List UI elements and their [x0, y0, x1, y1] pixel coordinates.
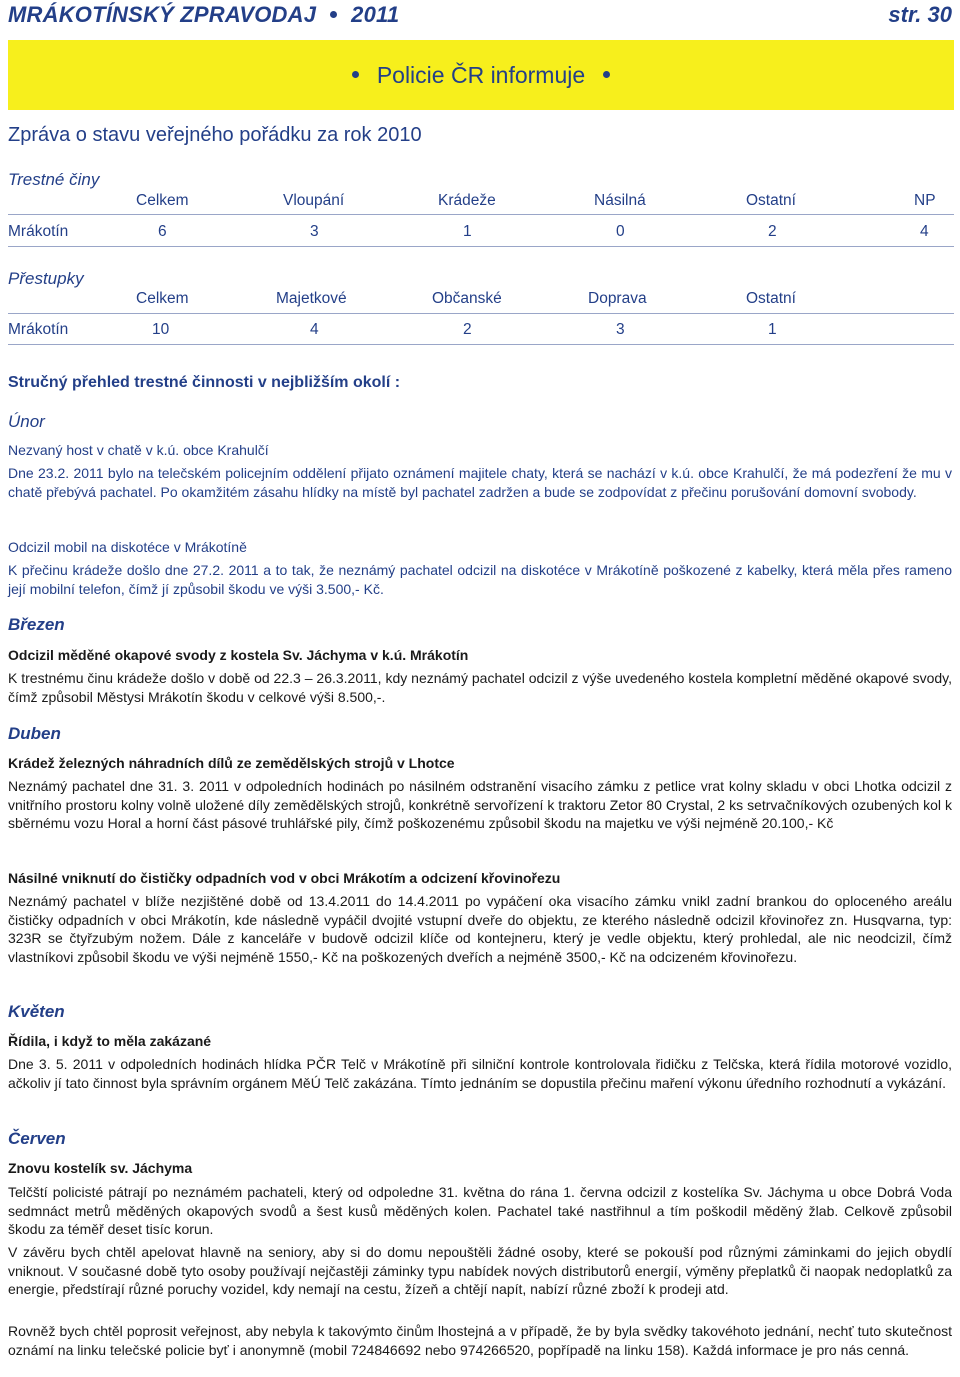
column-header: Celkem	[136, 192, 189, 209]
table-divider	[8, 313, 954, 314]
overview-title: Stručný přehled trestné činnosti v nejbližším okolí :	[8, 374, 401, 391]
column-header: Majetkové	[276, 290, 347, 307]
crimes-data-row	[8, 223, 954, 247]
table-divider	[8, 344, 954, 345]
column-header: Doprava	[588, 290, 647, 307]
case-text: K přečinu krádeže došlo dne 27.2. 2011 a to tak, že neznámý pachatel odcizil na diskotéce v Mrákotíně poškozené z kabelky, která měla přes rameno její mobilní telefon, čímž jí způsobil škodu ve výši 3.500,- Kč.	[8, 562, 952, 597]
column-header: Krádeže	[438, 192, 496, 209]
report-title: Zpráva o stavu veřejného pořádku za rok 2010	[8, 124, 422, 146]
offences-header-row	[8, 290, 954, 314]
column-header: NP	[914, 192, 936, 209]
column-header: Vloupání	[283, 192, 345, 209]
month-heading-jun: Červen	[8, 1129, 66, 1148]
table-cell: 4	[310, 321, 319, 338]
section-banner	[8, 40, 954, 110]
bullet-icon	[330, 11, 337, 18]
publication-header	[8, 2, 399, 28]
month-heading-apr: Duben	[8, 724, 61, 743]
banner-title: Policie ČR informuje	[376, 62, 586, 88]
appeal-paragraph: V závěru bych chtěl apelovat hlavně na seniory, aby si do domu nepouštěli žádné osoby, které se pokouší pod různými záminkami do jejich obydlí vniknout. V současné době tyto osoby používají nejčastěji záminky typu nabídek nových distributorů energií, výměny přeplatků či naopak nedoplatků za energie, předstírají různé poruchy vozidel, kdy nemají na cestu, žízeň a chtějí napít, nabízí různé zboží k prodeji atd.	[8, 1244, 952, 1297]
case-title: Odcizil mobil na diskotéce v Mrákotíně	[8, 539, 247, 555]
table-cell: 3	[616, 321, 625, 338]
case-title: Násilné vniknutí do čističky odpadních vod v obci Mrákotím a odcizení křovinořezu	[8, 870, 561, 886]
table-cell: 4	[920, 223, 929, 240]
bullet-icon	[603, 71, 610, 78]
month-heading-feb: Únor	[8, 412, 45, 431]
page-number: str. 30	[888, 2, 952, 27]
case-text: K trestnému činu krádeže došlo v době od 22.3 – 26.3.2011, kdy neznámý pachatel odcizil z výše uvedeného kostela kompletní měděné okapové svody, čímž způsobil Městysi Mrákotín škodu v celkové výši 8.500,-.	[8, 670, 952, 705]
case-title: Nezvaný host v chatě v k.ú. obce Krahulčí	[8, 442, 269, 458]
row-label: Mrákotín	[8, 223, 69, 240]
table-cell: 1	[463, 223, 472, 240]
table-cell: 6	[158, 223, 167, 240]
month-heading-mar: Březen	[8, 615, 65, 634]
table-cell: 2	[463, 321, 472, 338]
case-text: Neznámý pachatel dne 31. 3. 2011 v odpoledních hodinách po násilném odstranění visacího zámku z petlice vrat kolny skladu v obci Lhotka odcizil z vnitřního prostoru kolny volně uložené díly zemědělských strojů, konkrétně servořízení k traktoru Zetor 80 Crystal, 2 ks setrvačníkových ozubených kol k sběrnému vozu Horal a horní část pásové truhlářské pily, čímž poškozenému způsobil škodu na majetku ve výši nejméně 20.100,- Kč	[8, 778, 952, 831]
table-divider	[8, 246, 954, 247]
case-title: Odcizil měděné okapové svody z kostela Sv. Jáchyma v k.ú. Mrákotín	[8, 647, 469, 663]
publication-title: MRÁKOTÍNSKÝ ZPRAVODAJ	[8, 2, 317, 27]
table-cell: 0	[616, 223, 625, 240]
publication-year: 2011	[351, 2, 400, 27]
bullet-icon	[352, 71, 359, 78]
column-header: Ostatní	[746, 192, 796, 209]
case-text: Dne 23.2. 2011 bylo na telečském policejním oddělení přijato oznámení majitele chaty, která se nachází v k.ú. obce Krahulčí, že má podezření že mu v chatě přebývá pachatel. Po okamžitém zásahu hlídky na místě byl pachatel zadržen a bude se zodpovídat z přečinu porušování domovní svobody.	[8, 465, 952, 500]
offences-label: Přestupky	[8, 269, 84, 288]
table-cell: 2	[768, 223, 777, 240]
table-cell: 10	[152, 321, 170, 338]
crimes-header-row	[8, 192, 954, 216]
column-header: Občanské	[432, 290, 502, 307]
table-cell: 1	[768, 321, 777, 338]
table-divider	[8, 214, 954, 215]
banner-title-line	[8, 62, 954, 89]
offences-data-row	[8, 321, 954, 345]
case-text: Dne 3. 5. 2011 v odpoledních hodinách hlídka PČR Telč v Mrákotíně při silniční kontrole kontrolovala řidičku z Telčska, která řídila motorové vozidlo, ačkoliv jí tato činnost byla správním orgánem MěÚ Telč zakázána. Tímto jednáním se dopustila přečinu maření výkonu úředního rozhodnutí a vykázání.	[8, 1056, 952, 1091]
month-heading-may: Květen	[8, 1002, 65, 1021]
case-title: Krádež železných náhradních dílů ze zemědělských strojů v Lhotce	[8, 755, 455, 771]
column-header: Ostatní	[746, 290, 796, 307]
table-cell: 3	[310, 223, 319, 240]
case-text: Neznámý pachatel v blíže nezjištěné době od 13.4.2011 do 14.4.2011 po vypáčení oka visacího zámku vnikl zadní brankou do oploceného areálu čističky odpadních v obci Mrákotín, kde následně vypáčil dvojité vstupní dveře do objektu, ze kterého následně odcizil křovinořez zn. Husqvarna, typ: 323R se čtyřzubým nožem. Dále z kanceláře v budově odcizil klíče od kontejneru, který je vedle objektu, který prohledal, ale nic neodcizil, čímž vlastníkovi způsobil škodu ve výši nejméně 1550,- Kč na poškozených dveřích a nejméně 3500,- Kč na odcizeném křovinořezu.	[8, 893, 952, 965]
case-title: Řídila, i když to měla zakázané	[8, 1033, 212, 1049]
case-title: Znovu kostelík sv. Jáchyma	[8, 1160, 193, 1176]
appeal-paragraph: Rovněž bych chtěl poprosit veřejnost, aby nebyla k takovýmto činům lhostejná a v případě, že by byla svědky takovéhoto jednání, nechť tuto skutečnost oznámí na linku telečské policie byť i anonymně (mobil 724846692 nebo 974266520, popřípadě na linku 158). Každá informace je pro nás cenná.	[8, 1323, 952, 1358]
crimes-label: Trestné činy	[8, 170, 100, 189]
case-text: Telčští policisté pátrají po neznámém pachateli, který od odpoledne 31. května do rána 1. června odcizil z kostelíka Sv. Jáchyma u obce Dobrá Voda sedmnáct metrů měděných okapových svodů a šest kusů měděných kolen. Pachatel také nastřihnul a tím poškodil měděný žlab. Celkově způsobil škodu za téměř deset tisíc korun.	[8, 1184, 952, 1237]
column-header: Celkem	[136, 290, 189, 307]
column-header: Násilná	[594, 192, 646, 209]
row-label: Mrákotín	[8, 321, 69, 338]
